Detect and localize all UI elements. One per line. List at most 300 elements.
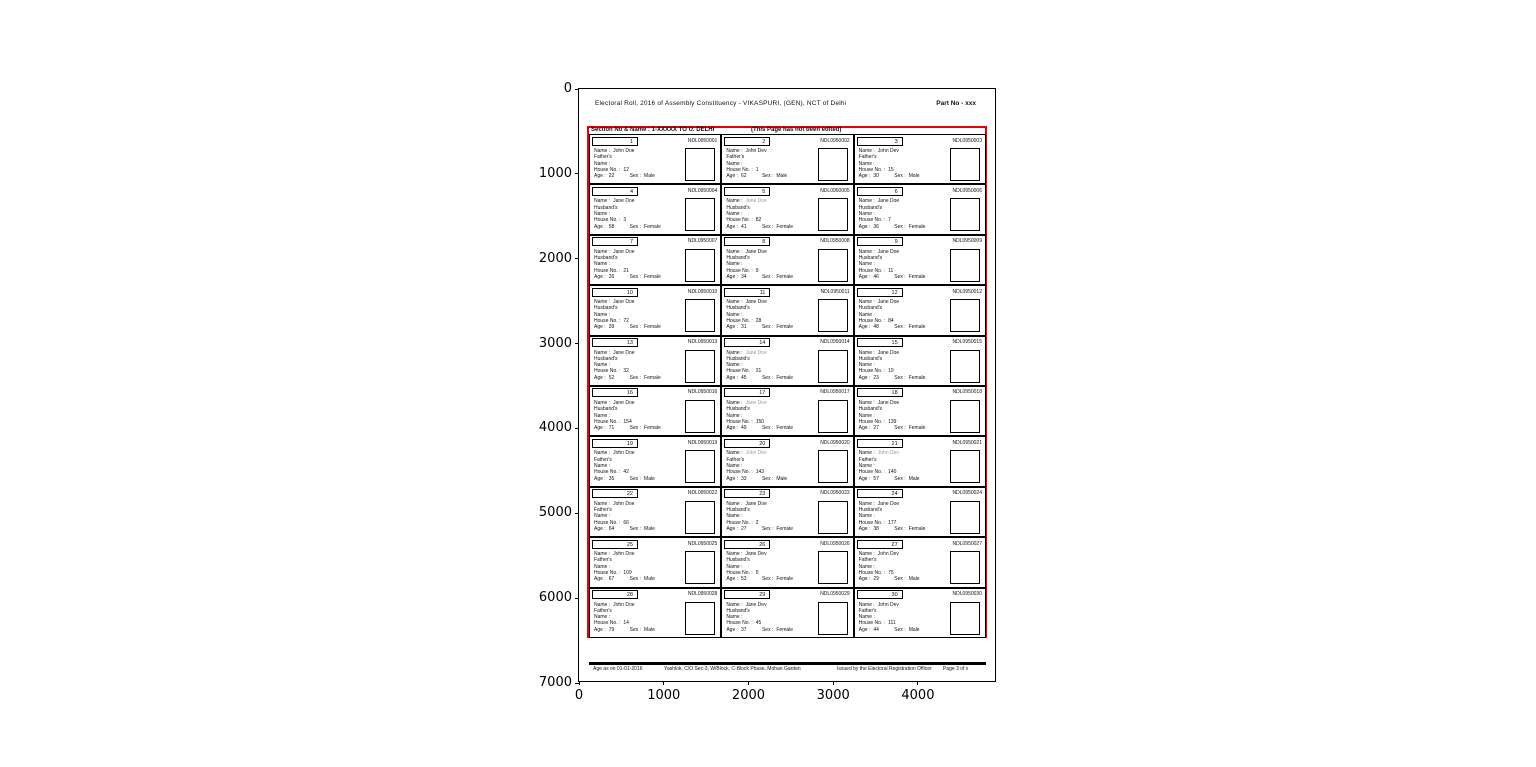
house-line: House No. : 19 <box>858 368 894 375</box>
epic-id: NDL0950013 <box>687 339 718 346</box>
relation-line-2: Name : <box>858 563 875 570</box>
photo-placeholder <box>950 400 980 433</box>
photo-placeholder <box>818 148 848 181</box>
name-line: Name : Jane Doe <box>726 399 767 406</box>
relation-line-1: Husband's <box>594 355 618 362</box>
relation-line-2: Name : <box>726 210 743 217</box>
relation-line-2: Name : <box>726 462 743 469</box>
relation-line-2: Name : <box>594 261 611 268</box>
relation-line-1: Husband's <box>726 255 750 262</box>
photo-placeholder <box>685 551 715 584</box>
age-sex-line: Age : 62 Sex : Male <box>726 173 788 180</box>
photo-placeholder <box>818 501 848 534</box>
section-header <box>591 127 983 133</box>
voter-card <box>854 487 986 537</box>
card-row <box>589 134 986 184</box>
voter-fields <box>594 501 686 532</box>
voter-fields <box>726 148 818 179</box>
relation-line-2: Name : <box>594 160 611 167</box>
epic-id: NDL0950003 <box>952 137 982 144</box>
serial-number-box: 1 <box>592 137 638 146</box>
photo-placeholder <box>685 501 715 534</box>
epic-id: NDL0950030 <box>952 591 982 598</box>
relation-line-2: Name : <box>726 160 743 167</box>
relation-line-1: Husband's <box>858 255 883 262</box>
name-line: Name : Jane Doe <box>726 299 767 306</box>
age-sex-line: Age : 31 Sex : Female <box>726 324 794 331</box>
name-line: Name : Jane Doe <box>726 198 767 205</box>
age-sex-line: Age : 29 Sex : Male <box>858 576 920 583</box>
serial-number-box: 9 <box>857 237 903 246</box>
name-line: Name : Jane Doe <box>858 299 900 306</box>
epic-id: NDL0950012 <box>952 288 982 295</box>
photo-placeholder <box>950 299 980 332</box>
footer-issuer: Issued by the Electoral Registration Officer <box>837 666 932 672</box>
relation-line-2: Name : <box>594 614 611 621</box>
name-line: Name : Jane Doe <box>594 399 635 406</box>
name-line: Name : John Dev <box>726 450 767 457</box>
house-line: House No. : 84 <box>858 318 894 325</box>
house-line: House No. : 42 <box>594 469 629 476</box>
relation-line-2: Name : <box>726 563 743 570</box>
voter-fields <box>726 501 818 532</box>
photo-placeholder <box>818 299 848 332</box>
relation-line-2: Name : <box>594 513 611 520</box>
house-line: House No. : 15 <box>858 166 894 173</box>
name-line: Name : Jane Doe <box>858 399 900 406</box>
serial-number-box: 2 <box>724 137 770 146</box>
voter-card <box>721 184 853 234</box>
voter-card <box>854 436 986 486</box>
name-line: Name : Jane Doe <box>726 349 767 356</box>
photo-placeholder <box>818 602 848 635</box>
photo-placeholder <box>685 148 715 181</box>
age-sex-line: Age : 79 Sex : Male <box>594 626 655 633</box>
epic-id: NDL0950029 <box>820 591 850 598</box>
electoral-roll-page <box>579 89 995 681</box>
voter-fields <box>726 198 818 229</box>
photo-placeholder <box>950 551 980 584</box>
age-sex-line: Age : 71 Sex : Female <box>594 425 661 432</box>
age-sex-line: Age : 44 Sex : Male <box>858 626 920 633</box>
serial-number-box: 26 <box>724 540 770 549</box>
serial-number-box: 25 <box>592 540 638 549</box>
house-line: House No. : 2 <box>726 519 759 526</box>
voter-fields <box>859 350 951 381</box>
epic-id: NDL0950017 <box>820 389 850 396</box>
x-tick-mark <box>748 681 749 685</box>
relation-line-2: Name : <box>858 462 875 469</box>
y-tick-label: 5000 <box>538 505 572 521</box>
epic-id: NDL0950024 <box>952 490 982 497</box>
epic-id: NDL0950021 <box>952 439 982 446</box>
photo-placeholder <box>685 198 715 231</box>
epic-id: NDL0950028 <box>687 591 718 598</box>
relation-line-1: Father's <box>594 154 612 161</box>
serial-number-box: 8 <box>724 237 770 246</box>
serial-number-box: 22 <box>592 489 638 498</box>
relation-line-1: Father's <box>594 456 612 463</box>
relation-line-2: Name : <box>726 362 743 369</box>
age-sex-line: Age : 33 Sex : Male <box>726 475 788 482</box>
age-sex-line: Age : 27 Sex : Female <box>726 525 794 532</box>
photo-placeholder <box>950 602 980 635</box>
voter-fields <box>594 299 686 330</box>
y-tick-label: 6000 <box>538 590 572 606</box>
age-sex-line: Age : 30 Sex : Male <box>858 173 920 180</box>
photo-placeholder <box>950 148 980 181</box>
relation-line-2: Name : <box>858 261 875 268</box>
relation-line-1: Husband's <box>594 204 618 211</box>
photo-placeholder <box>818 551 848 584</box>
relation-line-1: Husband's <box>858 355 883 362</box>
voter-card <box>854 184 986 234</box>
voter-card <box>721 487 853 537</box>
voter-card <box>721 537 853 587</box>
card-row <box>589 386 986 436</box>
voter-card <box>589 134 721 184</box>
relation-line-1: Father's <box>594 607 612 614</box>
relation-line-1: Husband's <box>726 204 750 211</box>
voter-card <box>589 436 721 486</box>
voter-card <box>854 235 986 285</box>
voter-fields <box>594 400 686 431</box>
age-sex-line: Age : 37 Sex : Female <box>726 626 794 633</box>
house-line: House No. : 5 <box>726 570 759 577</box>
photo-placeholder <box>685 249 715 282</box>
voter-fields <box>726 249 818 280</box>
serial-number-box: 15 <box>857 338 903 347</box>
voter-card <box>854 336 986 386</box>
relation-line-2: Name : <box>858 412 875 419</box>
voter-card <box>589 537 721 587</box>
relation-line-1: Husband's <box>858 406 883 413</box>
x-tick-mark <box>833 681 834 685</box>
voter-fields <box>594 198 686 229</box>
card-row <box>589 184 986 234</box>
x-tick-mark <box>917 681 918 685</box>
house-line: House No. : 111 <box>858 620 896 627</box>
name-line: Name : Jane Doe <box>858 349 900 356</box>
relation-line-1: Husband's <box>726 406 750 413</box>
relation-line-2: Name : <box>594 210 611 217</box>
relation-line-1: Father's <box>726 456 745 463</box>
voter-fields <box>859 148 951 179</box>
serial-number-box: 30 <box>857 590 903 599</box>
voter-fields <box>726 551 818 582</box>
voter-card <box>721 285 853 335</box>
house-line: House No. : 150 <box>726 418 765 425</box>
name-line: Name : John Doe <box>594 450 635 457</box>
relation-line-2: Name : <box>594 563 611 570</box>
photo-placeholder <box>818 400 848 433</box>
serial-number-box: 14 <box>724 338 770 347</box>
house-line: House No. : 177 <box>858 519 897 526</box>
relation-line-1: Father's <box>858 607 877 614</box>
house-line: House No. : 31 <box>726 368 762 375</box>
voter-fields <box>726 299 818 330</box>
age-sex-line: Age : 39 Sex : Female <box>594 324 661 331</box>
voter-card <box>721 134 853 184</box>
relation-line-1: Husband's <box>726 607 750 614</box>
relation-line-1: Father's <box>726 154 745 161</box>
x-tick-label: 2000 <box>731 688 766 703</box>
name-line: Name : Jane Dev <box>726 551 767 558</box>
epic-id: NDL0950006 <box>952 187 982 194</box>
y-tick-label: 2000 <box>538 250 572 266</box>
voter-card <box>854 537 986 587</box>
photo-placeholder <box>950 450 980 483</box>
voter-fields <box>859 400 951 431</box>
photo-placeholder <box>685 299 715 332</box>
voter-card <box>589 386 721 436</box>
footer-address: Yashlok, C/O Sec-3, W/Block, C-Block Phase, Mohan Garden <box>664 666 801 672</box>
footer-divider <box>589 662 986 665</box>
serial-number-box: 6 <box>857 187 903 196</box>
relation-line-1: Father's <box>858 557 877 564</box>
epic-id: NDL0950008 <box>820 238 850 245</box>
epic-id: NDL0950027 <box>952 540 982 547</box>
voter-fields <box>859 551 951 582</box>
footer-age-as-on: Age as on 01-01-2016 <box>593 666 643 672</box>
age-sex-line: Age : 41 Sex : Female <box>726 223 794 230</box>
age-sex-line: Age : 46 Sex : Female <box>858 273 926 280</box>
name-line: Name : Jane Doe <box>594 248 635 255</box>
epic-id: NDL0950020 <box>820 439 850 446</box>
house-line: House No. : 45 <box>726 620 762 627</box>
epic-id: NDL0950005 <box>820 187 850 194</box>
age-sex-line: Age : 53 Sex : Female <box>726 576 794 583</box>
age-sex-line: Age : 67 Sex : Male <box>594 576 655 583</box>
serial-number-box: 17 <box>724 388 770 397</box>
relation-line-2: Name : <box>858 160 875 167</box>
voter-fields <box>726 400 818 431</box>
house-line: House No. : 3 <box>594 217 627 224</box>
epic-id: NDL0950019 <box>687 439 718 446</box>
epic-id: NDL0950002 <box>820 137 850 144</box>
age-sex-line: Age : 27 Sex : Female <box>858 425 926 432</box>
house-line: House No. : 21 <box>594 267 629 274</box>
photo-placeholder <box>818 350 848 383</box>
x-tick-label: 3000 <box>816 688 850 703</box>
y-tick-label: 7000 <box>538 675 572 690</box>
voter-fields <box>859 602 951 633</box>
house-line: House No. : 154 <box>594 418 632 425</box>
age-sex-line: Age : 23 Sex : Female <box>858 374 926 381</box>
voter-card <box>854 588 986 638</box>
part-number: Part No - xxx <box>936 100 976 107</box>
name-line: Name : John Dev <box>858 551 899 558</box>
photo-placeholder <box>685 450 715 483</box>
epic-id: NDL0950011 <box>820 288 850 295</box>
epic-id: NDL0950007 <box>687 238 718 245</box>
age-sex-line: Age : 57 Sex : Male <box>858 475 920 482</box>
house-line: House No. : 140 <box>858 469 897 476</box>
voter-card <box>721 235 853 285</box>
house-line: House No. : 66 <box>594 519 629 526</box>
photo-placeholder <box>950 350 980 383</box>
house-line: House No. : 12 <box>594 166 629 173</box>
age-sex-line: Age : 58 Sex : Female <box>594 223 661 230</box>
card-row <box>589 537 986 587</box>
card-row <box>589 285 986 335</box>
photo-placeholder <box>685 602 715 635</box>
voter-card <box>721 386 853 436</box>
relation-line-2: Name : <box>726 513 743 520</box>
serial-number-box: 19 <box>592 439 638 448</box>
relation-line-1: Husband's <box>594 305 618 312</box>
relation-line-1: Father's <box>858 154 877 161</box>
x-tick-label: 1000 <box>647 688 681 703</box>
house-line: House No. : 32 <box>594 368 629 375</box>
relation-line-1: Husband's <box>858 507 883 514</box>
relation-line-1: Husband's <box>726 507 750 514</box>
serial-number-box: 4 <box>592 187 638 196</box>
serial-number-box: 28 <box>592 590 638 599</box>
relation-line-1: Father's <box>858 456 877 463</box>
name-line: Name : Jane Doe <box>594 299 635 306</box>
age-sex-line: Age : 35 Sex : Male <box>594 475 655 482</box>
photo-placeholder <box>950 249 980 282</box>
relation-line-2: Name : <box>858 210 875 217</box>
voter-fields <box>594 450 686 481</box>
relation-line-2: Name : <box>858 614 875 621</box>
y-tick-label: 0 <box>563 81 572 96</box>
name-line: Name : Jane Doe <box>858 248 900 255</box>
x-tick-label: 4000 <box>901 688 935 703</box>
voter-card-grid <box>589 134 986 638</box>
serial-number-box: 10 <box>592 288 638 297</box>
serial-number-box: 21 <box>857 439 903 448</box>
voter-card <box>589 285 721 335</box>
age-sex-line: Age : 48 Sex : Female <box>858 324 926 331</box>
name-line: Name : John Doe <box>594 551 635 558</box>
epic-id: NDL0950016 <box>687 389 718 396</box>
page-note: (This Page has not been edited) <box>751 127 842 133</box>
house-line: House No. : 143 <box>726 469 765 476</box>
relation-line-2: Name : <box>726 261 743 268</box>
relation-line-1: Husband's <box>726 305 750 312</box>
epic-id: NDL0950025 <box>687 540 718 547</box>
house-line: House No. : 75 <box>858 570 894 577</box>
voter-fields <box>594 249 686 280</box>
epic-id: NDL0950022 <box>687 490 718 497</box>
house-line: House No. : 1 <box>726 166 759 173</box>
photo-placeholder <box>685 400 715 433</box>
relation-line-1: Father's <box>594 507 612 514</box>
serial-number-box: 18 <box>857 388 903 397</box>
epic-id: NDL0950014 <box>820 339 850 346</box>
relation-line-2: Name : <box>594 311 611 318</box>
name-line: Name : John Dev <box>726 148 767 154</box>
voter-fields <box>859 501 951 532</box>
card-row <box>589 336 986 386</box>
house-line: House No. : 7 <box>858 217 891 224</box>
relation-line-1: Husband's <box>858 204 883 211</box>
x-tick-mark <box>663 681 664 685</box>
house-line: House No. : 14 <box>594 620 629 627</box>
name-line: Name : John Doe <box>594 148 635 154</box>
photo-placeholder <box>950 501 980 534</box>
house-line: House No. : 11 <box>858 267 894 274</box>
card-row <box>589 588 986 638</box>
serial-number-box: 16 <box>592 388 638 397</box>
name-line: Name : John Doe <box>594 500 635 507</box>
epic-id: NDL0950018 <box>952 389 982 396</box>
epic-id: NDL0950001 <box>687 137 718 144</box>
x-tick-label: 0 <box>574 688 584 703</box>
photo-placeholder <box>818 450 848 483</box>
epic-id: NDL0950026 <box>820 540 850 547</box>
relation-line-1: Husband's <box>726 355 750 362</box>
voter-card <box>854 285 986 335</box>
serial-number-box: 23 <box>724 489 770 498</box>
serial-number-box: 29 <box>724 590 770 599</box>
name-line: Name : John Dev <box>858 148 899 154</box>
serial-number-box: 11 <box>724 288 770 297</box>
voter-fields <box>859 299 951 330</box>
name-line: Name : John Doe <box>594 601 635 608</box>
serial-number-box: 12 <box>857 288 903 297</box>
name-line: Name : John Dev <box>858 601 899 608</box>
serial-number-box: 5 <box>724 187 770 196</box>
voter-card <box>589 336 721 386</box>
serial-number-box: 24 <box>857 489 903 498</box>
voter-fields <box>726 450 818 481</box>
relation-line-2: Name : <box>594 362 611 369</box>
serial-number-box: 3 <box>857 137 903 146</box>
voter-card <box>589 487 721 537</box>
age-sex-line: Age : 36 Sex : Female <box>858 223 926 230</box>
serial-number-box: 13 <box>592 338 638 347</box>
relation-line-2: Name : <box>594 412 611 419</box>
age-sex-line: Age : 34 Sex : Female <box>726 273 794 280</box>
voter-fields <box>594 148 686 179</box>
name-line: Name : Jane Dev <box>726 601 767 608</box>
section-name: Section No & Name : 1-XXXXX TO U. DELHI <box>591 127 715 133</box>
photo-placeholder <box>818 198 848 231</box>
voter-card <box>854 134 986 184</box>
voter-fields <box>859 249 951 280</box>
relation-line-2: Name : <box>726 412 743 419</box>
relation-line-2: Name : <box>594 462 611 469</box>
y-tick-label: 4000 <box>538 420 572 436</box>
serial-number-box: 20 <box>724 439 770 448</box>
voter-fields <box>859 198 951 229</box>
relation-line-1: Husband's <box>726 557 750 564</box>
y-tick-label: 3000 <box>538 335 572 351</box>
relation-line-1: Husband's <box>858 305 883 312</box>
name-line: Name : John Dev <box>858 450 899 457</box>
relation-line-2: Name : <box>726 311 743 318</box>
relation-line-2: Name : <box>858 362 875 369</box>
voter-fields <box>594 602 686 633</box>
house-line: House No. : 82 <box>726 217 762 224</box>
age-sex-line: Age : 26 Sex : Female <box>594 273 661 280</box>
epic-id: NDL0950010 <box>687 288 718 295</box>
voter-card <box>854 386 986 436</box>
age-sex-line: Age : 64 Sex : Male <box>594 525 655 532</box>
epic-id: NDL0950009 <box>952 238 982 245</box>
serial-number-box: 7 <box>592 237 638 246</box>
house-line: House No. : 9 <box>726 267 759 274</box>
photo-placeholder <box>950 198 980 231</box>
relation-line-2: Name : <box>858 311 875 318</box>
voter-card <box>589 184 721 234</box>
house-line: House No. : 28 <box>726 318 762 325</box>
voter-fields <box>594 551 686 582</box>
epic-id: NDL0950004 <box>687 187 718 194</box>
